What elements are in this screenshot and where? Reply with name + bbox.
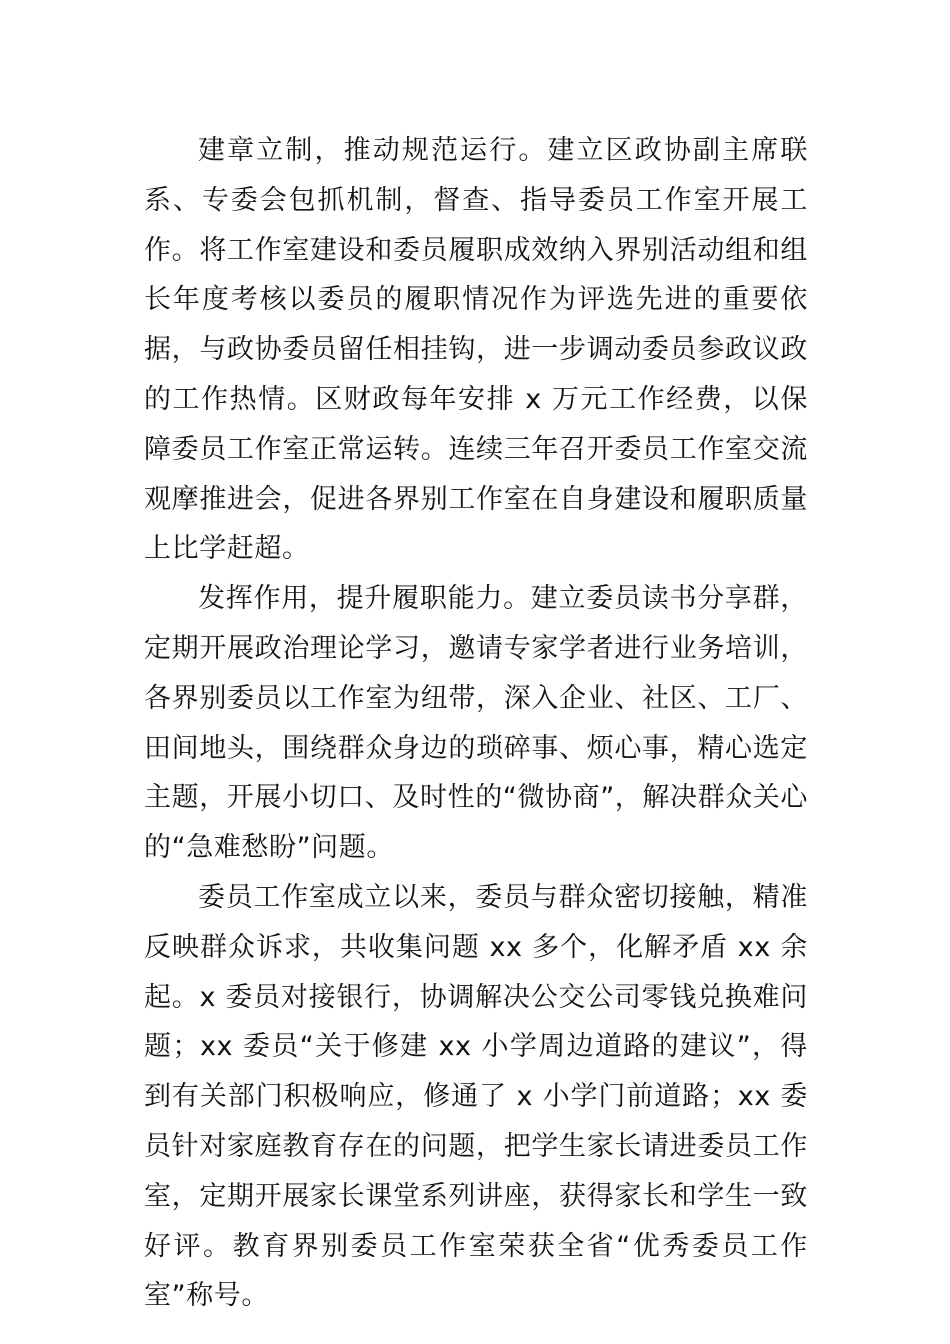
document-body: [144, 126, 808, 1321]
paragraph-capacity: 发挥作用，提升履职能力。建立委员读书分享群，定期开展政治理论学习，邀请专家学者进行业务培训，各界别委员以工作室为纽带，深入企业、社区、工厂、田间地头，围绕群众身边的琐碎事、烦心事，精心选定主题，开展小切口、及时性的“微协商”，解决群众关心的“急难愁盼”问题。: [144, 583, 808, 864]
paragraph-regulations: 建章立制，推动规范运行。建立区政协副主席联系、专委会包抓机制，督查、指导委员工作室开展工作。将工作室建设和委员履职成效纳入界别活动组和组长年度考核以委员的履职情况作为评选先进的重要依据，与政协委员留任相挂钩，进一步调动委员参政议政的工作热情。区财政每年安排 x 万元工作经费，以保障委员工作室正常运转。连续三年召开委员工作室交流观摩推进会，促进各界别工作室在自身建设和履职质量上比学赶超。: [144, 135, 808, 565]
paragraph-achievements: 委员工作室成立以来，委员与群众密切接触，精准反映群众诉求，共收集问题 xx 多个，化解矛盾 xx 余起。x 委员对接银行，协调解决公交公司零钱兑换难问题；xx 委员“关于修建 xx 小学周边道路的建议”，得到有关部门积极响应，修通了 x 小学门前道路；xx 委员针对家庭教育存在的问题，把学生家长请进委员工作室，定期开展家长课堂系列讲座，获得家长和学生一致好评。教育界别委员工作室荣获全省“优秀委员工作室”称号。: [144, 881, 808, 1312]
